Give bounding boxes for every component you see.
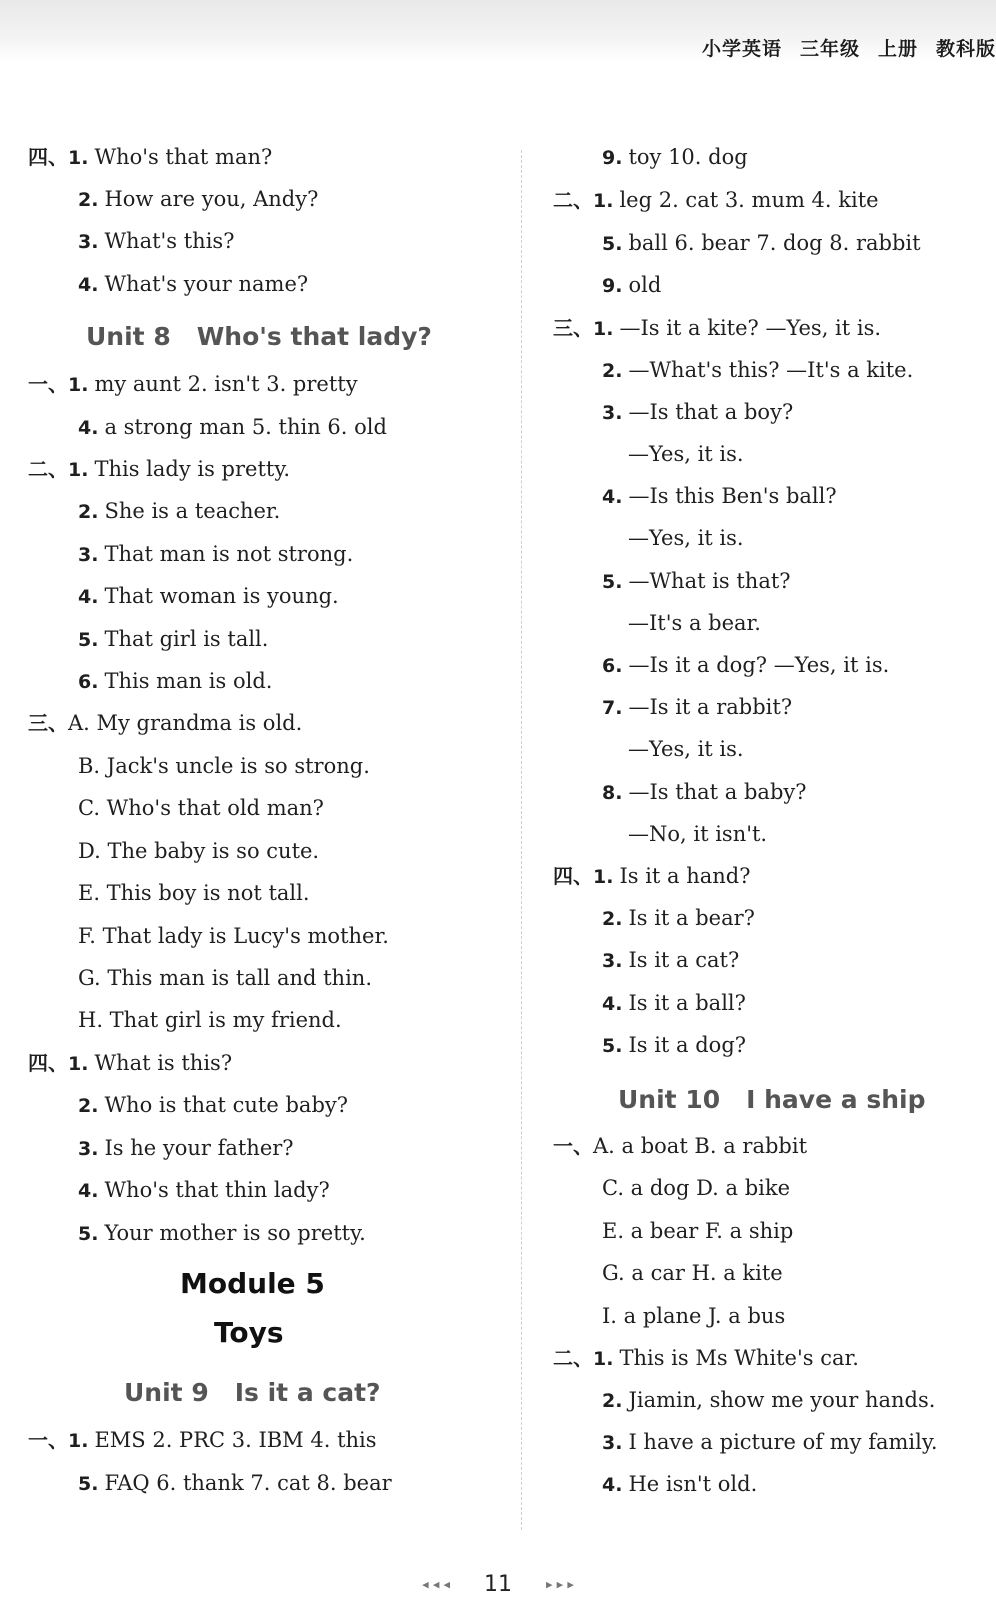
module-5-subtitle: Toys [214, 1316, 284, 1349]
answer-line [78, 1091, 348, 1120]
unit-10-title [618, 1085, 925, 1114]
answer-line [628, 609, 761, 637]
item-number: 5. [78, 629, 99, 651]
answer-line [78, 270, 308, 299]
unit-number: Unit 10 [618, 1085, 721, 1114]
answer-text: This man is old. [104, 669, 273, 693]
item-number: 2. [78, 1095, 99, 1117]
item-number: 4. [602, 1474, 623, 1496]
item-number: 4. [602, 993, 623, 1015]
item-number: 4. [78, 1180, 99, 1202]
answer-line [602, 356, 913, 385]
answer-text: —Yes, it is. [628, 737, 744, 761]
item-number: 9. [602, 147, 623, 169]
section-marker: 二、 [553, 1346, 593, 1370]
answer-line [78, 837, 319, 865]
section-marker: 一、 [553, 1134, 593, 1158]
item-number: 3. [602, 950, 623, 972]
answer-text: How are you, Andy? [104, 187, 319, 211]
item-number: 5. [78, 1223, 99, 1245]
answer-text: —What's this? —It's a kite. [628, 358, 914, 382]
answer-text: my aunt 2. isn't 3. pretty [94, 372, 358, 396]
answer-text: Is it a bear? [628, 906, 755, 930]
answer-line [28, 455, 290, 484]
answer-line [602, 1031, 746, 1060]
answer-line [28, 143, 272, 172]
unit-name: I have a ship [746, 1085, 926, 1114]
answer-line [78, 1006, 342, 1034]
answer-line [78, 1176, 330, 1205]
item-number: 1. [593, 318, 614, 340]
answer-text: C. Who's that old man? [78, 796, 324, 820]
answer-line [602, 1386, 935, 1415]
answer-line [553, 186, 879, 215]
item-number: 6. [78, 671, 99, 693]
answer-text: G. This man is tall and thin. [78, 966, 372, 990]
answer-text: a strong man 5. thin 6. old [104, 415, 387, 439]
answer-line [78, 497, 280, 526]
answer-text: old [628, 273, 662, 297]
item-number: 3. [78, 231, 99, 253]
answer-line [602, 989, 746, 1018]
answer-line [602, 1217, 793, 1245]
answer-text: C. a dog D. a bike [602, 1176, 791, 1200]
answer-text: leg 2. cat 3. mum 4. kite [619, 188, 879, 212]
item-number: 6. [602, 655, 623, 677]
answer-text: Is it a ball? [628, 991, 746, 1015]
answer-line [78, 413, 387, 442]
answer-line [78, 625, 268, 654]
answer-text: Who is that cute baby? [104, 1093, 349, 1117]
answer-line [78, 667, 272, 696]
answer-text: What is this? [94, 1051, 233, 1075]
answer-line [28, 709, 302, 737]
module-5-title: Module 5 [180, 1267, 325, 1300]
answer-text: I have a picture of my family. [628, 1430, 938, 1454]
answer-text: I. a plane J. a bus [602, 1304, 786, 1328]
answer-line [602, 482, 837, 511]
answer-text: —Yes, it is. [628, 442, 744, 466]
answer-line [602, 1470, 757, 1499]
item-number: 3. [78, 544, 99, 566]
item-number: 1. [68, 1053, 89, 1075]
unit-8-title [86, 322, 432, 351]
answer-text: ball 6. bear 7. dog 8. rabbit [628, 231, 921, 255]
item-number: 1. [68, 147, 89, 169]
answer-text: Is he your father? [104, 1136, 294, 1160]
page-footer [0, 1572, 996, 1597]
item-number: 2. [602, 908, 623, 930]
unit-number: Unit 8 [86, 322, 171, 351]
answer-text: —What is that? [628, 569, 791, 593]
answer-text: —Yes, it is. [628, 526, 744, 550]
answer-line [78, 752, 370, 780]
subject-label: 小学英语 [701, 38, 782, 60]
item-number: 5. [602, 1035, 623, 1057]
item-number: 2. [602, 360, 623, 382]
answer-line [78, 1219, 366, 1248]
unit-name: Who's that lady? [196, 322, 432, 351]
answer-line [78, 922, 389, 950]
section-marker: 一、 [28, 1428, 68, 1452]
answer-text: EMS 2. PRC 3. IBM 4. this [94, 1428, 377, 1452]
answer-line [602, 398, 793, 427]
item-number: 5. [602, 571, 623, 593]
answer-text: He isn't old. [628, 1472, 758, 1496]
answer-text: What's this? [104, 229, 235, 253]
answer-text: —No, it isn't. [628, 822, 768, 846]
answer-line [78, 540, 353, 569]
item-number: 3. [602, 402, 623, 424]
section-marker: 四、 [28, 1051, 68, 1075]
answer-text: —Is this Ben's ball? [628, 484, 837, 508]
item-number: 2. [602, 1390, 623, 1412]
section-marker: 四、 [28, 145, 68, 169]
section-marker: 二、 [553, 188, 593, 212]
answer-line [602, 651, 889, 680]
item-number: 1. [593, 1348, 614, 1370]
answer-text: B. Jack's uncle is so strong. [78, 754, 370, 778]
answer-text: F. That lady is Lucy's mother. [78, 924, 389, 948]
column-divider [521, 150, 522, 1530]
section-marker: 四、 [553, 864, 593, 888]
answer-text: H. That girl is my friend. [78, 1008, 342, 1032]
answer-line [628, 524, 744, 552]
answer-line [553, 1344, 859, 1373]
answer-line [28, 370, 358, 399]
item-number: 3. [78, 1138, 99, 1160]
section-marker: 一、 [28, 372, 68, 396]
item-number: 3. [602, 1432, 623, 1454]
answer-line [602, 693, 792, 722]
item-number: 1. [593, 866, 614, 888]
answer-text: This lady is pretty. [94, 457, 291, 481]
item-number: 7. [602, 697, 623, 719]
answer-line [78, 1134, 294, 1163]
unit-number: Unit 9 [124, 1378, 209, 1407]
item-number: 5. [602, 233, 623, 255]
answer-line [78, 185, 318, 214]
answer-text: —Is that a boy? [628, 400, 794, 424]
answer-text: toy 10. dog [628, 145, 748, 169]
answer-text: What's your name? [104, 272, 309, 296]
page-number: 11 [484, 1572, 512, 1597]
answer-text: G. a car H. a kite [602, 1261, 783, 1285]
answer-text: Who's that man? [94, 145, 273, 169]
answer-text: Your mother is so pretty. [104, 1221, 366, 1245]
edition-label: 教科版 [935, 38, 996, 60]
item-number: 1. [68, 459, 89, 481]
answer-text: Who's that thin lady? [104, 1178, 330, 1202]
page-header [0, 0, 996, 62]
answer-line [602, 904, 755, 933]
answer-text: Is it a cat? [628, 948, 740, 972]
answer-line [78, 964, 372, 992]
item-number: 1. [593, 190, 614, 212]
answer-line [78, 1469, 392, 1498]
answer-line [78, 794, 324, 822]
answer-text: A. My grandma is old. [68, 711, 303, 735]
answer-text: —Is it a kite? —Yes, it is. [619, 316, 882, 340]
item-number: 4. [78, 586, 99, 608]
answer-line [78, 227, 234, 256]
item-number: 4. [602, 486, 623, 508]
item-number: 2. [78, 501, 99, 523]
item-number: 2. [78, 189, 99, 211]
item-number: 4. [78, 274, 99, 296]
answer-line [553, 1132, 807, 1160]
answer-text: That woman is young. [104, 584, 339, 608]
answer-line [602, 1174, 790, 1202]
answer-line [602, 1428, 938, 1457]
answer-text: A. a boat B. a rabbit [593, 1134, 808, 1158]
section-marker: 三、 [28, 711, 68, 735]
book-title [684, 34, 996, 61]
answer-line [602, 271, 661, 300]
item-number: 9. [602, 275, 623, 297]
section-marker: 二、 [28, 457, 68, 481]
answer-line [602, 143, 748, 172]
answer-line [602, 229, 921, 258]
section-marker: 三、 [553, 316, 593, 340]
answer-text: She is a teacher. [104, 499, 281, 523]
unit-9-title [124, 1378, 381, 1407]
volume-label: 上册 [877, 38, 918, 60]
answer-text: That girl is tall. [104, 627, 269, 651]
answer-line [628, 440, 744, 468]
answer-text: —Is it a rabbit? [628, 695, 793, 719]
answer-line [628, 820, 767, 848]
answer-line [78, 879, 310, 907]
answer-text: —Is that a baby? [628, 780, 807, 804]
item-number: 1. [68, 374, 89, 396]
answer-text: E. This boy is not tall. [78, 881, 310, 905]
answer-line [602, 567, 791, 596]
answer-line [28, 1426, 377, 1455]
answer-text: —It's a bear. [628, 611, 761, 635]
answer-text: Is it a dog? [628, 1033, 747, 1057]
answer-line [78, 582, 339, 611]
next-arrows-icon: ▸ ▸ ▸ [546, 1577, 574, 1593]
answer-line [28, 1049, 232, 1078]
answer-text: Jiamin, show me your hands. [628, 1388, 936, 1412]
answer-text: E. a bear F. a ship [602, 1219, 794, 1243]
grade-label: 三年级 [799, 38, 860, 60]
item-number: 5. [78, 1473, 99, 1495]
answer-line [553, 314, 881, 343]
answer-text: That man is not strong. [104, 542, 354, 566]
answer-line [628, 735, 744, 763]
answer-text: D. The baby is so cute. [78, 839, 320, 863]
answer-text: Is it a hand? [619, 864, 751, 888]
answer-line [602, 1302, 785, 1330]
answer-line [602, 946, 739, 975]
unit-name: Is it a cat? [234, 1378, 381, 1407]
item-number: 8. [602, 782, 623, 804]
item-number: 1. [68, 1430, 89, 1452]
answer-text: This is Ms White's car. [619, 1346, 859, 1370]
answer-line [602, 1259, 783, 1287]
answer-text: —Is it a dog? —Yes, it is. [628, 653, 890, 677]
item-number: 4. [78, 417, 99, 439]
answer-line [602, 778, 807, 807]
answer-text: FAQ 6. thank 7. cat 8. bear [104, 1471, 392, 1495]
answer-line [553, 862, 751, 891]
prev-arrows-icon: ◂ ◂ ◂ [422, 1577, 450, 1593]
